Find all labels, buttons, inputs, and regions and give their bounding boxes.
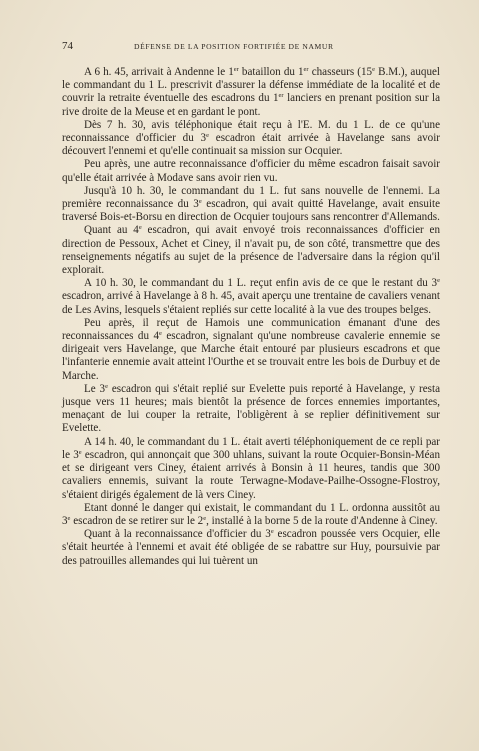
running-title: DÉFENSE DE LA POSITION FORTIFIÉE DE NAMUR (134, 42, 334, 51)
page-header (62, 40, 442, 54)
paragraph: A 6 h. 45, arrivait à Andenne le 1er bataillon du 1er chasseurs (15e B.M.), auquel le commandant du 1 L. prescrivit d'assurer la défense immédiate de la localité et de couvrir la retraite éventuelle des escadrons du 1er lanciers en prenant position sur la rive droite de la Meuse et en gardant le pont. (62, 66, 441, 118)
paragraph: Peu après, il reçut de Hamois une communication émanant d'une des reconnaissances du 4e escadron, signalant qu'une nombreuse cavalerie ennemie se dirigeait vers Havelange, que Marche était entouré par plusieurs escadrons et que l'infanterie ennemie avait atteint l'Ourthe et se trouvait entre les bois de Durbuy et de Marche. (62, 316, 440, 382)
paragraph: Dès 7 h. 30, avis téléphonique était reçu à l'E. M. du 1 L. de ce qu'une reconnaissance d'officier du 3e escadron était arrivée à Havelange sans avoir découvert l'ennemi et qu'elle continuait sa mission sur Ocquier. (62, 118, 440, 158)
paragraph: Etant donné le danger qui existait, le commandant du 1 L. ordonna aussitôt au 3e escadron de se retirer sur le 2e, installé à la borne 5 de la route d'Andenne à Ciney. (62, 501, 440, 527)
paragraph: Peu après, une autre reconnaissance d'officier du même escadron faisait savoir qu'elle était arrivée à Modave sans avoir rien vu. (62, 158, 440, 184)
paragraph: Quant au 4e escadron, qui avait envoyé trois reconnaissances d'officier en direction de Pessoux, Achet et Ciney, il n'avait pu, de son côté, transmettre que des renseignements négatifs au sujet de la présence de l'adversaire dans la région qu'il explorait. (62, 224, 440, 277)
paragraph: A 14 h. 40, le commandant du 1 L. était averti téléphoniquement de ce repli par le 3e escadron, qui annonçait que 300 uhlans, suivant la route Ocquier-Bonsin-Méan et se dirigeant vers Ciney, étaient arrivés à Bonsin à 11 heures, tandis que 300 cavaliers ennemis, suivant la route Terwagne-Modave-Pailhe-Ossogne-Flostroy, s'étaient dirigés également de là vers Ciney. (62, 435, 440, 501)
paragraph: Le 3e escadron qui s'était replié sur Evelette puis reporté à Havelange, y resta jusque vers 11 heures; mais bientôt la présence de forces ennemies importantes, menaçant de lui couper la retraite, l'obligèrent à se replier définitivement sur Evelette. (62, 382, 440, 435)
paragraph: Quant à la reconnaissance d'officier du 3e escadron poussée vers Ocquier, elle s'était heurtée à l'ennemi et avait été obligée de se rabattre sur Huy, poursuivie par des patrouilles allemandes qui lui tuèrent un (62, 528, 440, 567)
paragraph: Jusqu'à 10 h. 30, le commandant du 1 L. fut sans nouvelle de l'ennemi. La première reconnaissance du 3e escadron, qui avait quitté Havelange, avait ensuite traversé Bois-et-Borsu en direction de Ocquier toujours sans rencontrer d'Allemands. (62, 184, 440, 224)
body-text (62, 66, 440, 568)
page-number: 74 (62, 40, 73, 52)
paragraph: A 10 h. 30, le commandant du 1 L. reçut enfin avis de ce que le restant du 3e escadron, arrivé à Havelange à 8 h. 45, avait aperçu une trentaine de cavaliers venant de Les Avins, lesquels s'étaient repliés sur cette localité à la vue des troupes belges. (62, 277, 440, 316)
